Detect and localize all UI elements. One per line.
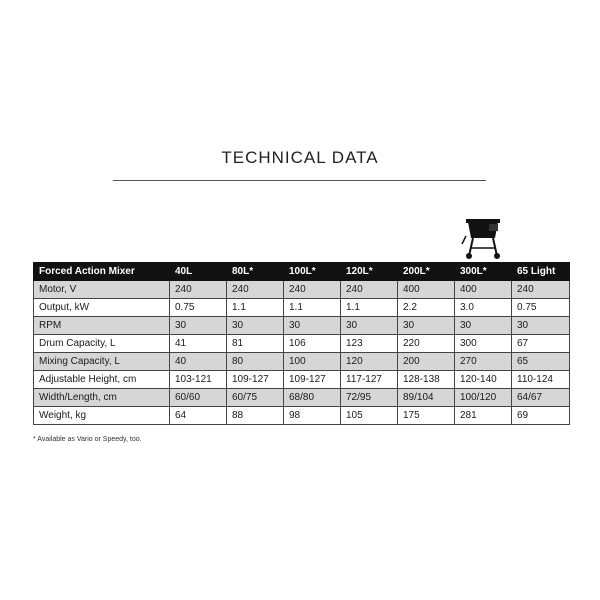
value-cell: 69 bbox=[512, 407, 570, 425]
table-row bbox=[34, 371, 570, 389]
value-cell: 0.75 bbox=[512, 299, 570, 317]
value-cell: 100 bbox=[284, 353, 341, 371]
value-cell: 0.75 bbox=[170, 299, 227, 317]
table-row bbox=[34, 389, 570, 407]
value-cell: 2.2 bbox=[398, 299, 455, 317]
row-label-cell: Output, kW bbox=[34, 299, 170, 317]
value-cell: 30 bbox=[512, 317, 570, 335]
value-cell: 240 bbox=[512, 281, 570, 299]
value-cell: 81 bbox=[227, 335, 284, 353]
value-cell: 72/95 bbox=[341, 389, 398, 407]
value-cell: 240 bbox=[227, 281, 284, 299]
value-cell: 67 bbox=[512, 335, 570, 353]
page-title: TECHNICAL DATA bbox=[221, 148, 379, 167]
value-cell: 281 bbox=[455, 407, 512, 425]
value-cell: 270 bbox=[455, 353, 512, 371]
value-cell: 240 bbox=[284, 281, 341, 299]
value-cell: 30 bbox=[398, 317, 455, 335]
concrete-mixer-icon bbox=[460, 214, 506, 260]
value-cell: 41 bbox=[170, 335, 227, 353]
value-cell: 1.1 bbox=[341, 299, 398, 317]
value-cell: 117-127 bbox=[341, 371, 398, 389]
value-cell: 123 bbox=[341, 335, 398, 353]
value-cell: 30 bbox=[341, 317, 398, 335]
table-row bbox=[34, 299, 570, 317]
value-cell: 60/60 bbox=[170, 389, 227, 407]
value-cell: 100/120 bbox=[455, 389, 512, 407]
value-cell: 120 bbox=[341, 353, 398, 371]
value-cell: 65 bbox=[512, 353, 570, 371]
value-cell: 30 bbox=[170, 317, 227, 335]
value-cell: 89/104 bbox=[398, 389, 455, 407]
row-label-cell: Motor, V bbox=[34, 281, 170, 299]
row-label-cell: Drum Capacity, L bbox=[34, 335, 170, 353]
header-cell-label: Forced Action Mixer bbox=[34, 263, 170, 281]
value-cell: 30 bbox=[227, 317, 284, 335]
table-row bbox=[34, 317, 570, 335]
header-cell-model: 40L bbox=[170, 263, 227, 281]
value-cell: 200 bbox=[398, 353, 455, 371]
value-cell: 30 bbox=[455, 317, 512, 335]
value-cell: 240 bbox=[341, 281, 398, 299]
header-cell-model: 80L* bbox=[227, 263, 284, 281]
value-cell: 98 bbox=[284, 407, 341, 425]
value-cell: 220 bbox=[398, 335, 455, 353]
table-row bbox=[34, 281, 570, 299]
header-cell-model: 65 Light bbox=[512, 263, 570, 281]
table-row bbox=[34, 335, 570, 353]
value-cell: 1.1 bbox=[227, 299, 284, 317]
value-cell: 30 bbox=[284, 317, 341, 335]
value-cell: 40 bbox=[170, 353, 227, 371]
table-row bbox=[34, 407, 570, 425]
value-cell: 400 bbox=[398, 281, 455, 299]
row-label-cell: RPM bbox=[34, 317, 170, 335]
value-cell: 1.1 bbox=[284, 299, 341, 317]
value-cell: 400 bbox=[455, 281, 512, 299]
row-label-cell: Width/Length, cm bbox=[34, 389, 170, 407]
value-cell: 128-138 bbox=[398, 371, 455, 389]
value-cell: 175 bbox=[398, 407, 455, 425]
value-cell: 109-127 bbox=[227, 371, 284, 389]
value-cell: 64/67 bbox=[512, 389, 570, 407]
value-cell: 68/80 bbox=[284, 389, 341, 407]
value-cell: 106 bbox=[284, 335, 341, 353]
header-cell-model: 120L* bbox=[341, 263, 398, 281]
header-cell-model: 100L* bbox=[284, 263, 341, 281]
row-label-cell: Weight, kg bbox=[34, 407, 170, 425]
row-label-cell: Adjustable Height, cm bbox=[34, 371, 170, 389]
value-cell: 64 bbox=[170, 407, 227, 425]
technical-data-table bbox=[33, 262, 570, 425]
value-cell: 120-140 bbox=[455, 371, 512, 389]
value-cell: 3.0 bbox=[455, 299, 512, 317]
title-divider bbox=[113, 180, 486, 181]
value-cell: 105 bbox=[341, 407, 398, 425]
table-row bbox=[34, 353, 570, 371]
header-cell-model: 200L* bbox=[398, 263, 455, 281]
footnote: * Available as Vario or Speedy, too. bbox=[33, 436, 142, 443]
value-cell: 240 bbox=[170, 281, 227, 299]
value-cell: 88 bbox=[227, 407, 284, 425]
value-cell: 300 bbox=[455, 335, 512, 353]
row-label-cell: Mixing Capacity, L bbox=[34, 353, 170, 371]
value-cell: 110-124 bbox=[512, 371, 570, 389]
value-cell: 80 bbox=[227, 353, 284, 371]
table-body bbox=[34, 281, 570, 425]
table-header-row bbox=[34, 263, 570, 281]
value-cell: 60/75 bbox=[227, 389, 284, 407]
header-cell-model: 300L* bbox=[455, 263, 512, 281]
value-cell: 109-127 bbox=[284, 371, 341, 389]
value-cell: 103-121 bbox=[170, 371, 227, 389]
